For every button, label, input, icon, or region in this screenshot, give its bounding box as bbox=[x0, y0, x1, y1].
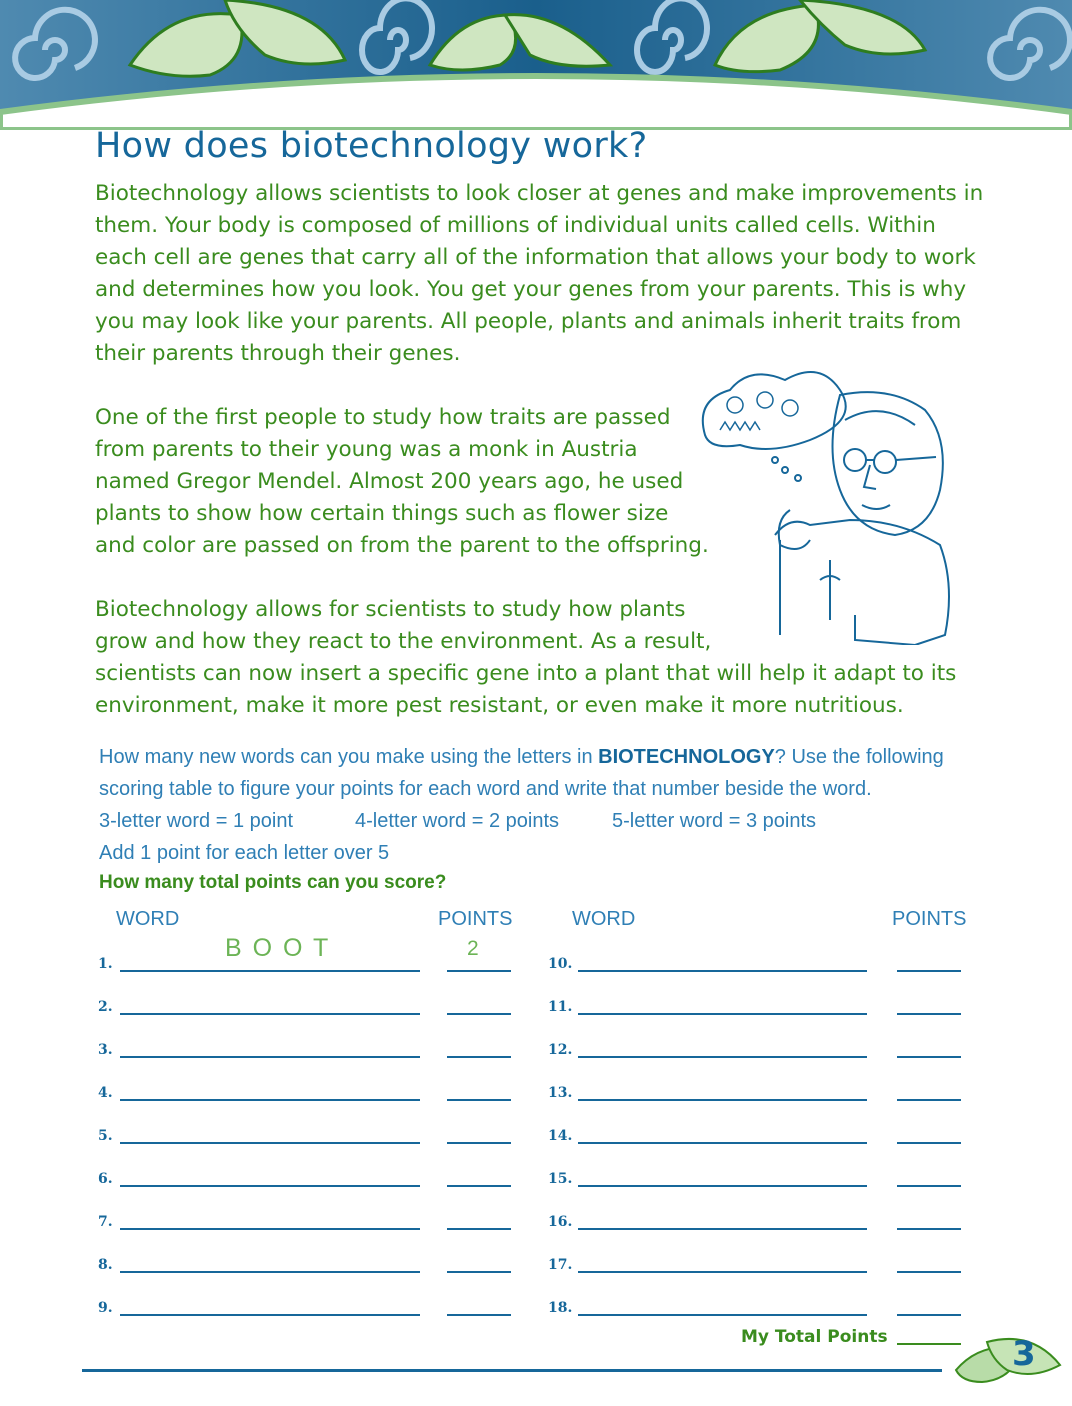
points-input-line[interactable] bbox=[447, 1056, 511, 1058]
points-input-line[interactable] bbox=[447, 1314, 511, 1316]
points-input-line[interactable] bbox=[447, 1013, 511, 1015]
row-number: 15. bbox=[548, 1171, 573, 1187]
row-number: 4. bbox=[98, 1085, 113, 1101]
activity-instructions bbox=[99, 741, 944, 869]
row-number: 7. bbox=[98, 1214, 113, 1230]
word-input-line[interactable] bbox=[120, 1142, 420, 1144]
word-input-line[interactable] bbox=[578, 1271, 867, 1273]
points-input-line[interactable] bbox=[447, 1142, 511, 1144]
word-header-right: WORD bbox=[572, 908, 636, 930]
text-line: and color are passed on from the parent to the offspring. bbox=[95, 533, 709, 558]
instruction-text: scoring table to figure your points for each word and write that number beside the word. bbox=[99, 778, 872, 800]
row-number: 10. bbox=[548, 956, 573, 972]
points-input-line[interactable] bbox=[447, 1271, 511, 1273]
word-header-left: WORD bbox=[116, 908, 180, 930]
instruction-text: How many new words can you make using the letters in bbox=[99, 746, 599, 768]
score-question: How many total points can you score? bbox=[99, 872, 447, 893]
leaf-banner bbox=[0, 0, 1072, 130]
row-number: 8. bbox=[98, 1257, 113, 1273]
row-number: 16. bbox=[548, 1214, 573, 1230]
text-line: scientists can now insert a specific gene into a plant that will help it adapt to its bbox=[95, 661, 957, 686]
page-number: 3 bbox=[1012, 1334, 1036, 1374]
points-input-line[interactable] bbox=[447, 1099, 511, 1101]
row-number: 5. bbox=[98, 1128, 113, 1144]
text-line: grow and how they react to the environment. As a result, bbox=[95, 629, 712, 654]
leaf-icon bbox=[952, 1330, 1064, 1386]
bonus-rule: Add 1 point for each letter over 5 bbox=[99, 842, 390, 864]
points-entry: 2 bbox=[467, 937, 479, 960]
word-input-line[interactable] bbox=[578, 1228, 867, 1230]
points-input-line[interactable] bbox=[897, 1271, 961, 1273]
text-line: environment, make it more pest resistant, or even make it more nutritious. bbox=[95, 693, 904, 718]
row-number: 6. bbox=[98, 1171, 113, 1187]
points-input-line[interactable] bbox=[897, 1056, 961, 1058]
points-input-line[interactable] bbox=[447, 970, 511, 972]
word-input-line[interactable] bbox=[578, 970, 867, 972]
scoring-rule: 5-letter word = 3 points bbox=[612, 810, 816, 832]
points-input-line[interactable] bbox=[897, 1185, 961, 1187]
points-input-line[interactable] bbox=[447, 1185, 511, 1187]
text-line: named Gregor Mendel. Almost 200 years ago, he used bbox=[95, 469, 684, 494]
gregor-mendel-illustration bbox=[690, 360, 960, 645]
word-input-line[interactable] bbox=[578, 1314, 867, 1316]
mendel-paragraph bbox=[95, 402, 709, 562]
points-input-line[interactable] bbox=[897, 1142, 961, 1144]
row-number: 3. bbox=[98, 1042, 113, 1058]
text-line: them. Your body is composed of millions of individual units called cells. Within bbox=[95, 213, 936, 238]
points-input-line[interactable] bbox=[897, 1013, 961, 1015]
word-input-line[interactable] bbox=[120, 1099, 420, 1101]
row-number: 13. bbox=[548, 1085, 573, 1101]
footer-rule bbox=[82, 1369, 942, 1372]
intro-paragraph bbox=[95, 178, 983, 370]
text-line: Biotechnology allows for scientists to study how plants bbox=[95, 597, 686, 622]
row-number: 2. bbox=[98, 999, 113, 1015]
total-points-label: My Total Points bbox=[741, 1327, 888, 1347]
points-header-left: POINTS bbox=[438, 908, 513, 930]
row-number: 12. bbox=[548, 1042, 573, 1058]
word-input-line[interactable] bbox=[578, 1013, 867, 1015]
points-input-line[interactable] bbox=[897, 1314, 961, 1316]
text-line: their parents through their genes. bbox=[95, 341, 461, 366]
row-number: 1. bbox=[98, 956, 113, 972]
word-input-line[interactable] bbox=[120, 1056, 420, 1058]
row-number: 18. bbox=[548, 1300, 573, 1316]
word-input-line[interactable] bbox=[578, 1056, 867, 1058]
scoring-rule: 4-letter word = 2 points bbox=[355, 810, 559, 832]
text-line: Biotechnology allows scientists to look closer at genes and make improvements in bbox=[95, 181, 984, 206]
row-number: 17. bbox=[548, 1257, 573, 1273]
text-line: each cell are genes that carry all of the information that allows your body to work bbox=[95, 245, 976, 270]
word-input-line[interactable] bbox=[120, 1271, 420, 1273]
points-input-line[interactable] bbox=[897, 1228, 961, 1230]
page-title: How does biotechnology work? bbox=[95, 126, 648, 166]
text-line: you may look like your parents. All people, plants and animals inherit traits from bbox=[95, 309, 962, 334]
word-input-line[interactable] bbox=[120, 1228, 420, 1230]
row-number: 14. bbox=[548, 1128, 573, 1144]
scoring-rule: 3-letter word = 1 point bbox=[99, 810, 293, 832]
word-entry: B O O T bbox=[225, 934, 331, 962]
text-line: plants to show how certain things such as flower size bbox=[95, 501, 669, 526]
word-input-line[interactable] bbox=[578, 1142, 867, 1144]
row-number: 11. bbox=[548, 999, 573, 1015]
instruction-text: ? Use the following bbox=[774, 746, 944, 768]
row-number: 9. bbox=[98, 1300, 113, 1316]
points-header-right: POINTS bbox=[892, 908, 967, 930]
text-line: One of the first people to study how traits are passed bbox=[95, 405, 671, 430]
points-input-line[interactable] bbox=[897, 970, 961, 972]
text-line: and determines how you look. You get your genes from your parents. This is why bbox=[95, 277, 967, 302]
word-input-line[interactable] bbox=[120, 1013, 420, 1015]
word-input-line[interactable] bbox=[578, 1099, 867, 1101]
word-input-line[interactable] bbox=[120, 1185, 420, 1187]
word-input-line[interactable] bbox=[120, 970, 420, 972]
word-input-line[interactable] bbox=[578, 1185, 867, 1187]
points-input-line[interactable] bbox=[447, 1228, 511, 1230]
points-input-line[interactable] bbox=[897, 1099, 961, 1101]
text-line: from parents to their young was a monk in Austria bbox=[95, 437, 638, 462]
keyword: BIOTECHNOLOGY bbox=[598, 746, 775, 768]
word-input-line[interactable] bbox=[120, 1314, 420, 1316]
